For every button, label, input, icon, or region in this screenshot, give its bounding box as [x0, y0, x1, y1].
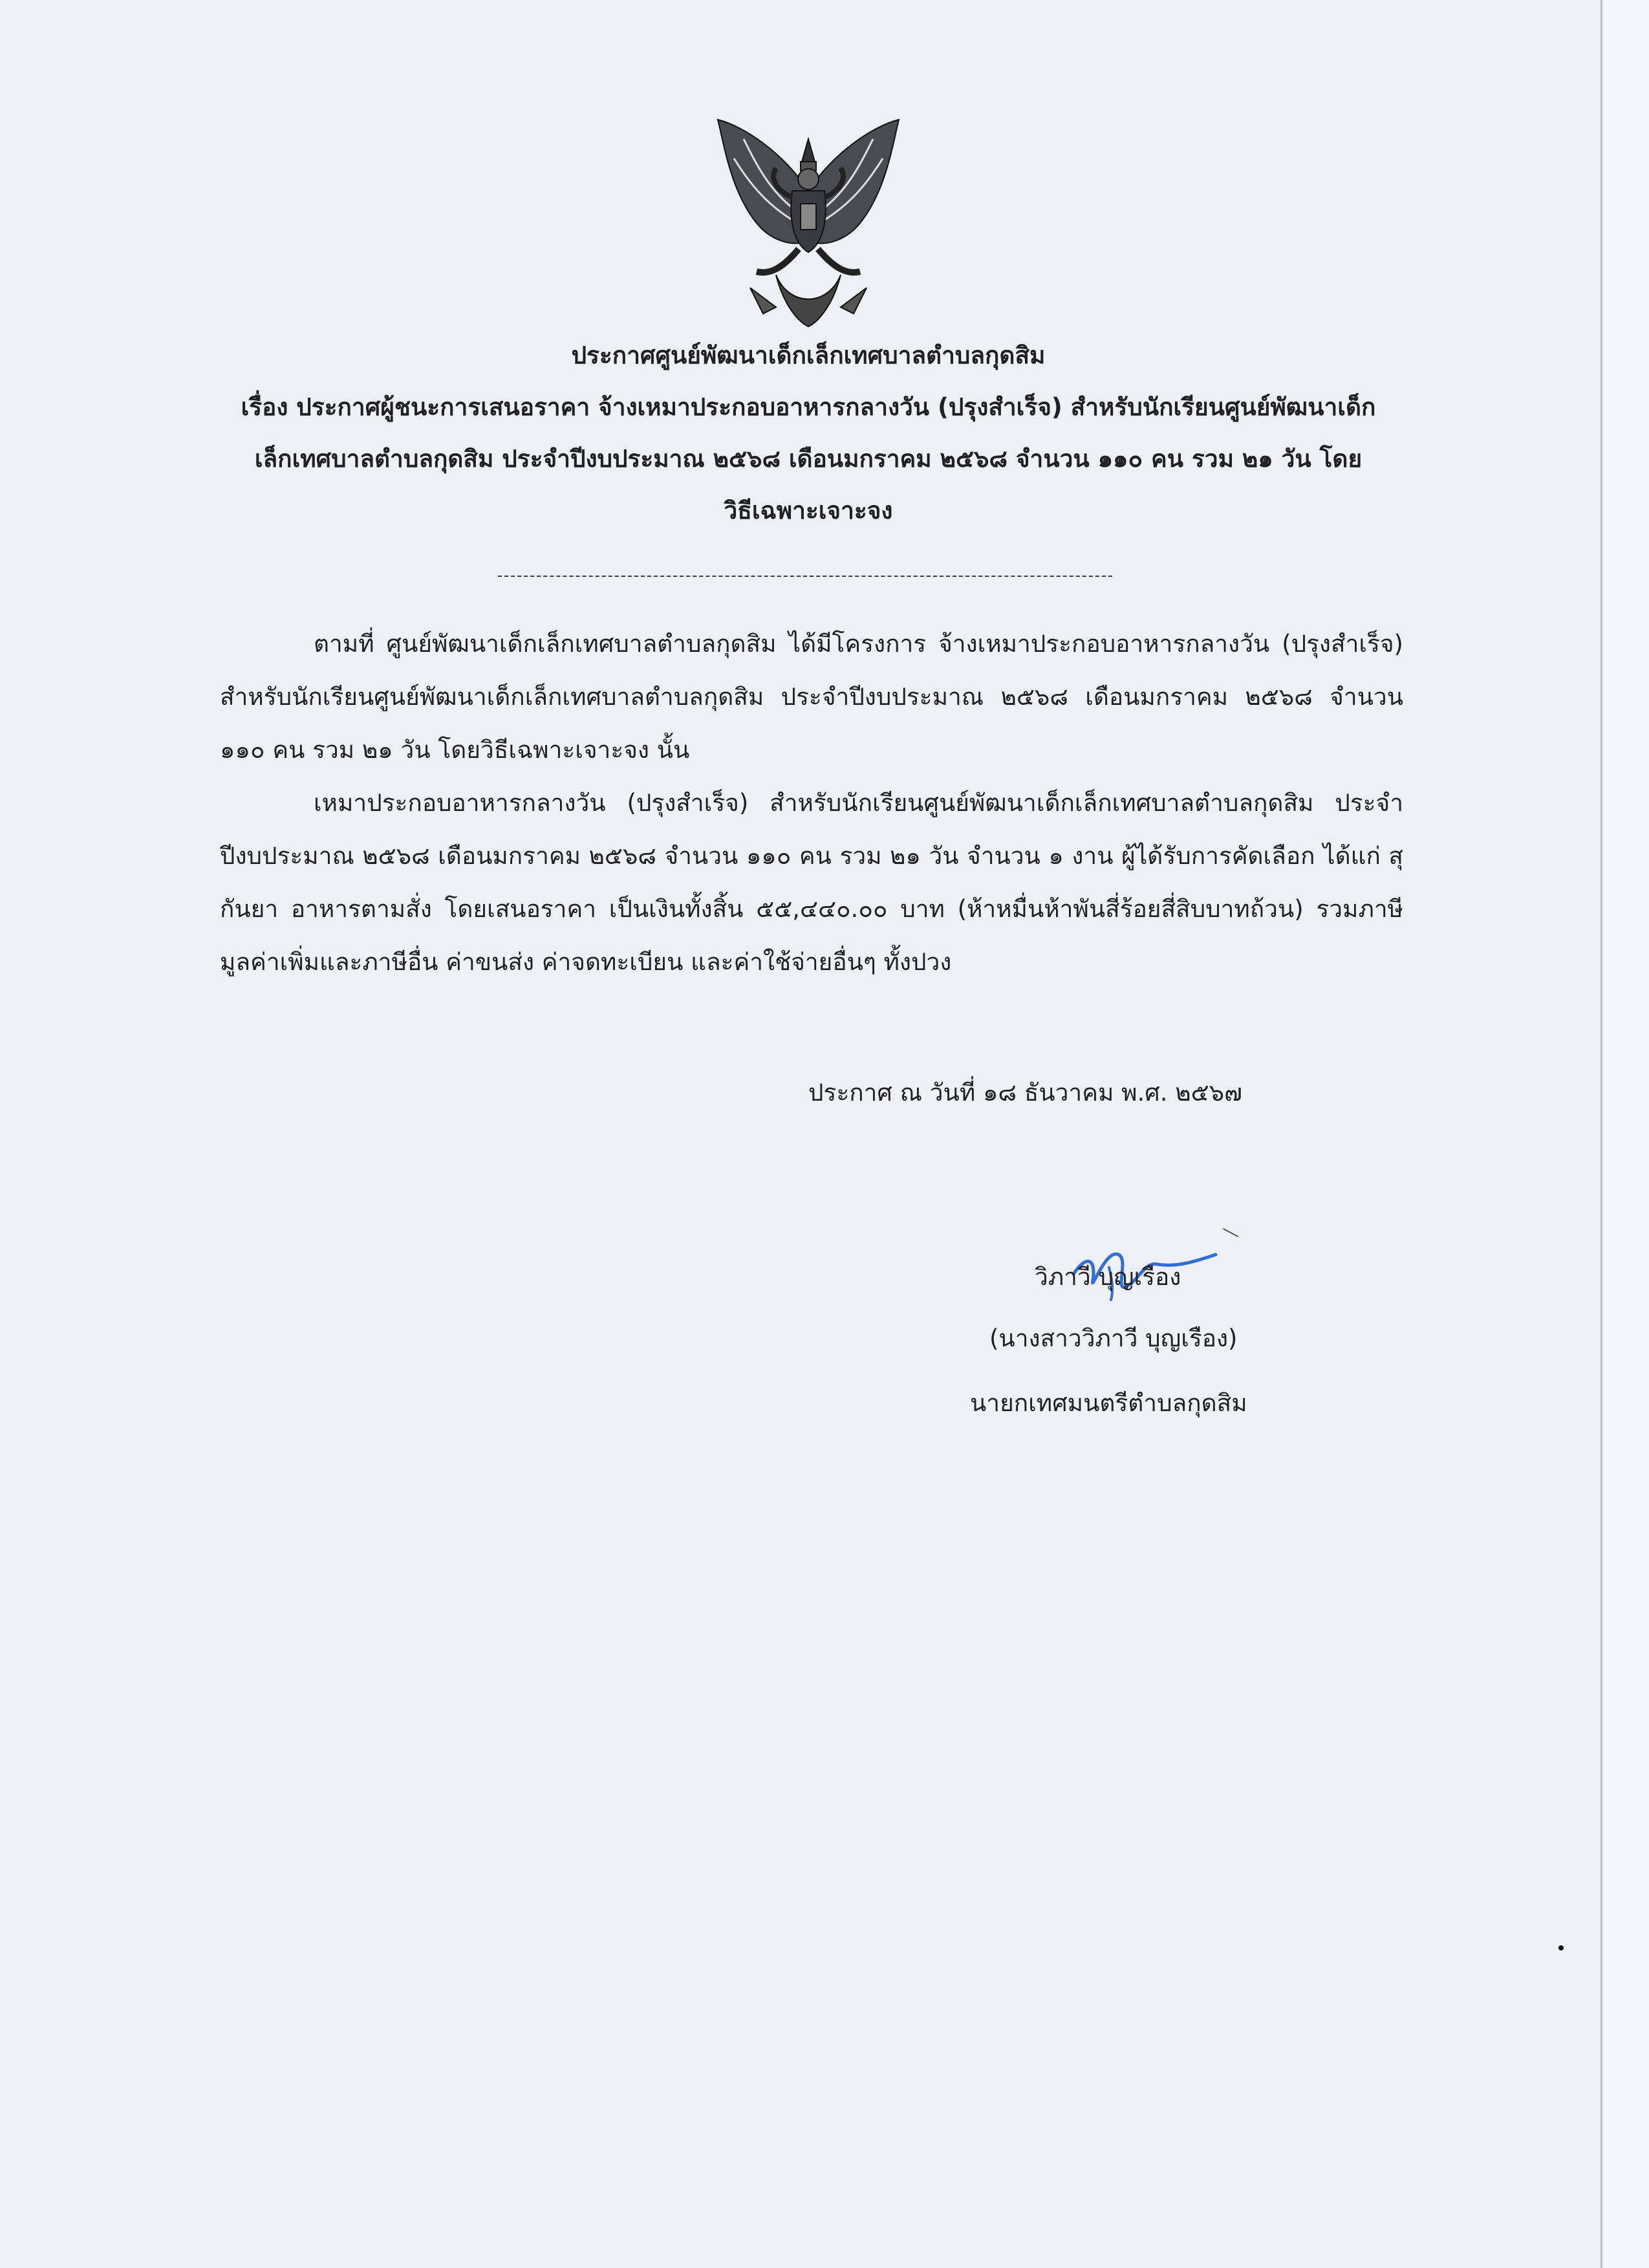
scan-speck [1558, 1945, 1564, 1950]
document-header [162, 330, 1455, 537]
announcement-date: ประกาศ ณ วันที่ ๑๘ ธันวาคม พ.ศ. ๒๕๖๗ [808, 1079, 1242, 1107]
org-title: ประกาศศูนย์พัฒนาเด็กเล็กเทศบาลตำบลกุดสิม [571, 341, 1046, 369]
paragraph-1 [220, 618, 1403, 777]
dashed-divider [498, 576, 1112, 577]
signatory-position: นายกเทศมนตรีตำบลกุดสิม [970, 1389, 1247, 1417]
garuda-emblem-icon [705, 113, 912, 333]
paragraph-2 [220, 777, 1403, 989]
paragraph-2-text: เหมาประกอบอาหารกลางวัน (ปรุงสำเร็จ) สำหรับนักเรียนศูนย์พัฒนาเด็กเล็กเทศบาลตำบลกุดสิม ประจำปีงบประมาณ ๒๕๖๘ เดือนมกราคม ๒๕๖๘ จำนวน ๑๑๐ คน รวม ๒๑ วัน จำนวน ๑ งาน ผู้ได้รับการคัดเลือก ได้แก่ สุกันยา อาหารตามสั่ง โดยเสนอราคา เป็นเงินทั้งสิ้น ๕๕,๔๔๐.๐๐ บาท (ห้าหมื่นห้าพันสี่ร้อยสี่สิบบาทถ้วน) รวมภาษีมูลค่าเพิ่มและภาษีอื่น ค่าขนส่ง ค่าจดทะเบียน และค่าใช้จ่ายอื่นๆ ทั้งปวง [220, 789, 1403, 976]
subject-line-1: เรื่อง ประกาศผู้ชนะการเสนอราคา จ้างเหมาประกอบอาหารกลางวัน (ปรุงสำเร็จ) สำหรับนักเรียนศูนย์พัฒนาเด็ก [241, 393, 1376, 421]
subject-line-3: วิธีเฉพาะเจาะจง [724, 497, 893, 524]
paragraph-1-text: ตามที่ ศูนย์พัฒนาเด็กเล็กเทศบาลตำบลกุดสิม ได้มีโครงการ จ้างเหมาประกอบอาหารกลางวัน (ปรุงสำเร็จ) สำหรับนักเรียนศูนย์พัฒนาเด็กเล็กเทศบาลตำบลกุดสิม ประจำปีงบประมาณ ๒๕๖๘ เดือนมกราคม ๒๕๖๘ จำนวน ๑๑๐ คน รวม ๒๑ วัน โดยวิธีเฉพาะเจาะจง นั้น [220, 630, 1403, 764]
signatory-full-name: (นางสาววิภาวี บุญเรือง) [989, 1324, 1238, 1352]
subject-line-2: เล็กเทศบาลตำบลกุดสิม ประจำปีงบประมาณ ๒๕๖๘ เดือนมกราคม ๒๕๖๘ จำนวน ๑๑๐ คน รวม ๒๑ วัน โดย [254, 445, 1363, 473]
signature-printed-name: วิภาวี บุญเรือง [1035, 1263, 1181, 1291]
scan-edge-strip [1602, 0, 1649, 2268]
document-body [220, 618, 1403, 989]
